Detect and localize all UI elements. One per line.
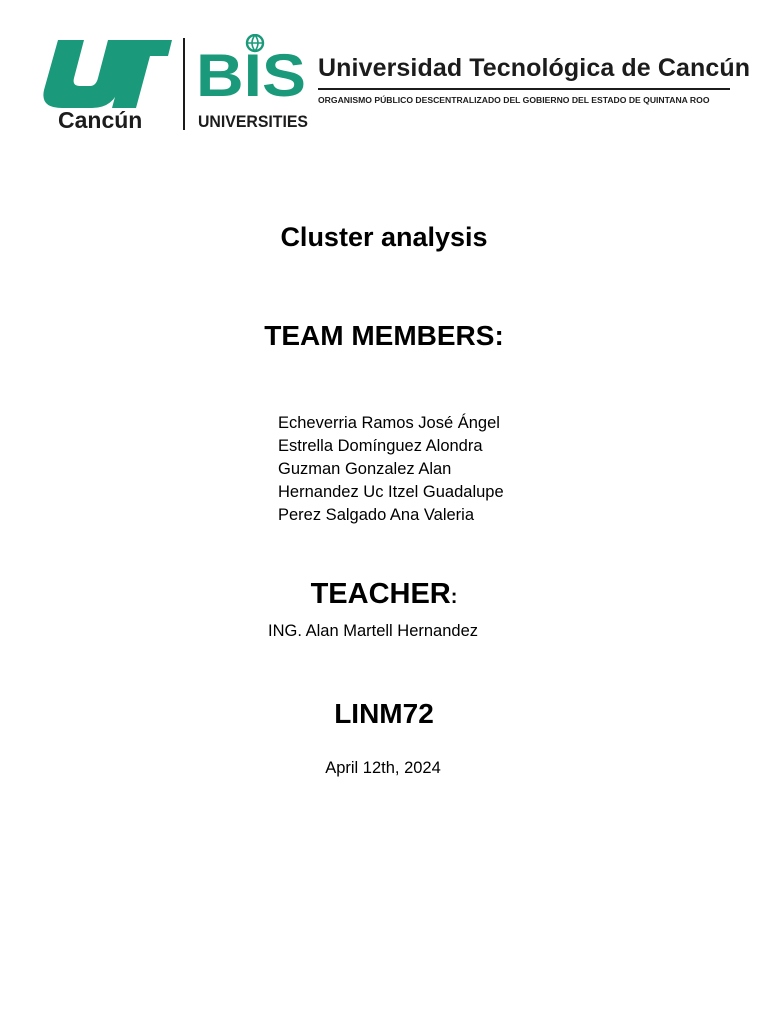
document-date: April 12th, 2024: [325, 759, 441, 777]
university-rule: [318, 88, 730, 90]
document-title: Cluster analysis: [280, 222, 488, 252]
university-name: Universidad Tecnológica de Cancún: [318, 54, 751, 82]
team-members-list: [278, 412, 504, 527]
group-code: LINM72: [334, 698, 434, 729]
team-member-name: Guzman Gonzalez Alan: [278, 460, 452, 478]
document-header: [0, 0, 768, 140]
logo-bis-sub: UNIVERSITIES: [198, 112, 308, 131]
logo-divider: [183, 38, 185, 130]
teacher-name: ING. Alan Martell Hernandez: [268, 622, 479, 640]
teacher-heading-colon: :: [450, 586, 458, 608]
teacher-heading: [0, 578, 768, 611]
university-subtitle: ORGANISMO PÚBLICO DESCENTRALIZADO DEL GOBIERNO DEL ESTADO DE QUINTANA ROO: [318, 95, 710, 105]
team-members-heading: TEAM MEMBERS:: [264, 320, 504, 351]
logo-bis-text: BIS: [196, 42, 306, 109]
team-member-name: Hernandez Uc Itzel Guadalupe: [278, 483, 504, 501]
team-member-name: Echeverria Ramos José Ángel: [278, 414, 500, 432]
logo-city-text: Cancún: [58, 107, 143, 133]
ut-cancun-bis-logo: [30, 34, 312, 134]
team-member-name: Estrella Domínguez Alondra: [278, 437, 483, 455]
team-member-name: Perez Salgado Ana Valeria: [278, 506, 474, 524]
teacher-heading-label: TEACHER: [310, 578, 451, 610]
